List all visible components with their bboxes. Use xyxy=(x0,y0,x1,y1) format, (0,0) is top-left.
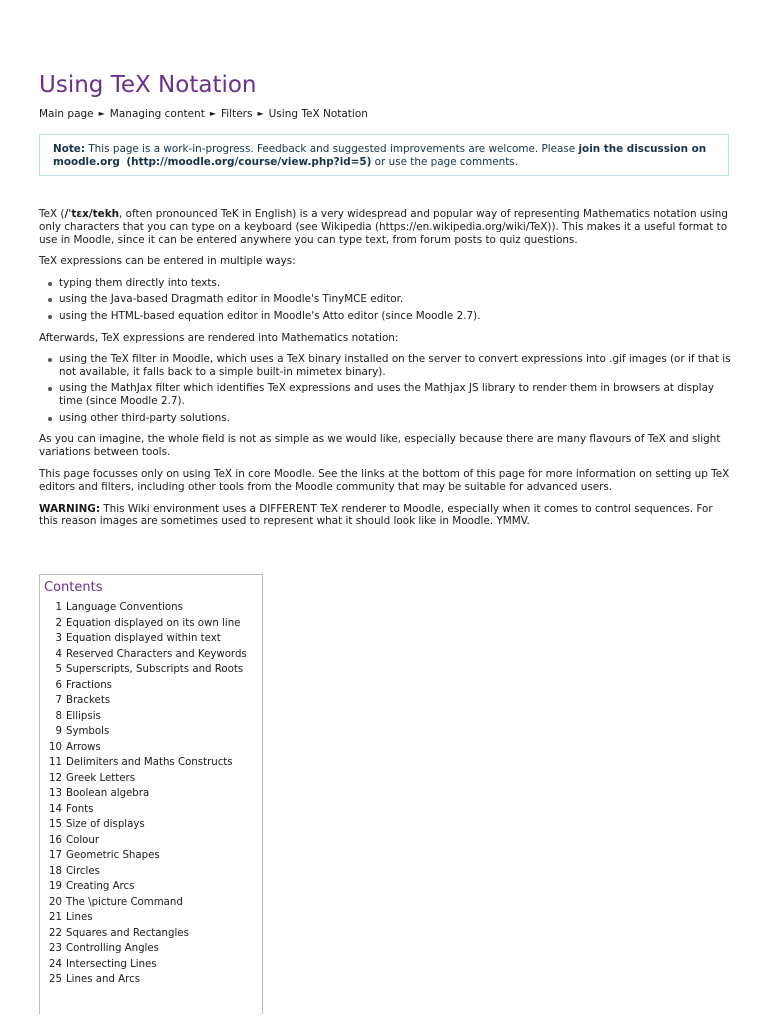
toc-item-label[interactable]: Greek Letters xyxy=(66,772,136,784)
toc-item[interactable] xyxy=(43,957,262,973)
toc-item-label[interactable]: Intersecting Lines xyxy=(66,958,157,970)
toc-item[interactable] xyxy=(43,848,262,864)
toc-item[interactable] xyxy=(43,662,262,678)
toc-item-number: 19 xyxy=(49,881,62,892)
breadcrumb-current-page: Using TeX Notation xyxy=(268,108,368,120)
breadcrumb-filters[interactable]: Filters xyxy=(220,108,253,120)
list-item: using the MathJax filter which identifies TeX expressions and uses the Mathjax JS library to render them in browsers at display time (since Moodle 2.7). xyxy=(59,382,731,408)
ways-list xyxy=(39,277,731,322)
toc-item-label[interactable]: Equation displayed on its own line xyxy=(66,617,241,629)
toc-item-number: 14 xyxy=(49,803,62,815)
toc-item-number: 22 xyxy=(49,927,62,939)
breadcrumb-managing-content[interactable]: Managing content xyxy=(109,108,205,120)
breadcrumb-separator: ► xyxy=(209,109,216,118)
toc-item-number: 16 xyxy=(49,834,62,846)
toc-item-label[interactable]: Controlling Angles xyxy=(66,943,159,954)
note-box xyxy=(39,134,729,176)
toc-title: Contents xyxy=(44,580,103,595)
breadcrumb xyxy=(39,108,368,120)
toc-item[interactable] xyxy=(43,755,262,771)
toc-item[interactable] xyxy=(43,709,262,725)
toc-item-number: 4 xyxy=(55,648,62,660)
toc-item[interactable] xyxy=(43,724,262,740)
toc-item-number: 9 xyxy=(55,726,62,737)
toc-item-label[interactable]: Size of displays xyxy=(66,819,145,830)
toc-item-number: 12 xyxy=(49,772,62,784)
toc-item-number: 17 xyxy=(49,850,62,861)
toc-item-number: 3 xyxy=(55,633,62,644)
note-label: Note: xyxy=(53,143,86,155)
toc-item[interactable] xyxy=(43,895,262,911)
table-of-contents xyxy=(39,574,263,1014)
toc-item-label[interactable]: Reserved Characters and Keywords xyxy=(66,648,247,660)
breadcrumb-separator: ► xyxy=(98,109,105,118)
toc-item[interactable] xyxy=(43,678,262,694)
note-url-link[interactable]: (http://moodle.org/course/view.php?id=5) xyxy=(126,156,372,168)
toc-item-label[interactable]: Boolean algebra xyxy=(66,788,150,799)
toc-item-number: 2 xyxy=(55,617,62,629)
focus-paragraph: This page focusses only on using TeX in core Moodle. See the links at the bottom of this page for more information on setting up TeX editors and filters, including other tools from the Moodle community that may be suitable for advanced users. xyxy=(39,467,730,493)
toc-item-number: 7 xyxy=(55,695,62,706)
toc-item[interactable] xyxy=(43,972,262,988)
list-item: using the TeX filter in Moodle, which uses a TeX binary installed on the server to convert expressions into .gif images (or if that is not available, it falls back to a simple built-in mimetex binary). xyxy=(59,353,731,379)
toc-item-number: 21 xyxy=(49,912,62,923)
toc-item-number: 8 xyxy=(55,710,62,722)
toc-item-number: 6 xyxy=(55,679,62,691)
toc-item-label[interactable]: Colour xyxy=(66,834,100,846)
toc-item-label[interactable]: Lines and Arcs xyxy=(66,974,141,985)
intro-paragraph xyxy=(39,208,731,246)
toc-item-number: 13 xyxy=(49,788,62,799)
toc-item-number: 1 xyxy=(55,602,62,613)
toc-item-label[interactable]: Creating Arcs xyxy=(66,881,135,892)
article-body xyxy=(39,208,731,537)
toc-item-number: 11 xyxy=(49,757,62,768)
toc-item-label[interactable]: The \picture Command xyxy=(66,896,183,908)
intro-lead: TeX ( xyxy=(39,208,65,220)
toc-item[interactable] xyxy=(43,631,262,647)
toc-item[interactable] xyxy=(43,817,262,833)
intro-pronunciation: /ˈtɛx/tekh xyxy=(64,208,119,220)
list-item: using the Java-based Dragmath editor in Moodle's TinyMCE editor. xyxy=(59,293,731,306)
toc-item[interactable] xyxy=(43,833,262,849)
breadcrumb-main-page[interactable]: Main page xyxy=(39,108,94,120)
toc-item-label[interactable]: Geometric Shapes xyxy=(66,850,160,861)
note-tail: or use the page comments. xyxy=(371,156,518,168)
toc-item-number: 18 xyxy=(49,865,62,877)
imagine-paragraph: As you can imagine, the whole field is not as simple as we would like, especially because there are many flavours of TeX and slight variations between tools. xyxy=(39,433,721,459)
breadcrumb-separator: ► xyxy=(257,109,264,118)
toc-item[interactable] xyxy=(43,740,262,756)
toc-item[interactable] xyxy=(43,864,262,880)
render-list xyxy=(39,353,731,424)
ways-intro: TeX expressions can be entered in multiple ways: xyxy=(39,255,296,268)
toc-item[interactable] xyxy=(43,786,262,802)
toc-item-label[interactable]: Fractions xyxy=(66,679,112,691)
toc-item-label[interactable]: Delimiters and Maths Constructs xyxy=(66,757,233,768)
list-item: using other third-party solutions. xyxy=(59,412,731,425)
note-discussion-link[interactable]: join the discussion on moodle.org xyxy=(53,143,707,168)
toc-item[interactable] xyxy=(43,802,262,818)
toc-item[interactable] xyxy=(43,941,262,957)
toc-item-number: 24 xyxy=(49,958,62,970)
note-text: This page is a work-in-progress. Feedback and suggested improvements are welcome. Please xyxy=(85,143,579,155)
warning-text: This Wiki environment uses a DIFFERENT TeX renderer to Moodle, especially when it comes to control sequences. For this reason images are sometimes used to represent what it should look like in Moodle. YMMV. xyxy=(39,502,713,528)
toc-item-label[interactable]: Superscripts, Subscripts and Roots xyxy=(66,664,244,675)
toc-item[interactable] xyxy=(43,910,262,926)
warning-label: WARNING: xyxy=(39,502,100,515)
toc-item-number: 25 xyxy=(49,974,62,985)
toc-item-number: 20 xyxy=(49,896,62,908)
warning-paragraph xyxy=(39,503,731,529)
toc-item-label[interactable]: Language Conventions xyxy=(66,602,183,613)
toc-item-label[interactable]: Brackets xyxy=(66,695,111,706)
toc-item[interactable] xyxy=(43,693,262,709)
list-item: using the HTML-based equation editor in Moodle's Atto editor (since Moodle 2.7). xyxy=(59,310,731,323)
toc-item[interactable] xyxy=(43,926,262,942)
toc-item-label[interactable]: Lines xyxy=(66,912,93,923)
toc-item-label[interactable]: Arrows xyxy=(66,741,101,753)
toc-item-number: 23 xyxy=(49,943,62,954)
toc-item-number: 10 xyxy=(49,741,62,753)
toc-item-number: 5 xyxy=(55,664,62,675)
toc-item-label[interactable]: Symbols xyxy=(66,726,110,737)
page-title: Using TeX Notation xyxy=(39,72,257,98)
toc-item-number: 15 xyxy=(49,819,62,830)
toc-item[interactable] xyxy=(43,616,262,632)
list-item: typing them directly into texts. xyxy=(59,277,731,290)
toc-item[interactable] xyxy=(43,647,262,663)
toc-item-label[interactable]: Circles xyxy=(66,865,100,877)
toc-item[interactable] xyxy=(43,879,262,895)
toc-item-label[interactable]: Ellipsis xyxy=(66,710,101,722)
toc-list xyxy=(43,600,262,988)
toc-item-label[interactable]: Squares and Rectangles xyxy=(66,927,189,939)
toc-item[interactable] xyxy=(43,600,262,616)
toc-item-label[interactable]: Fonts xyxy=(66,803,94,815)
render-intro: Afterwards, TeX expressions are rendered into Mathematics notation: xyxy=(39,331,399,344)
toc-item[interactable] xyxy=(43,771,262,787)
toc-item-label[interactable]: Equation displayed within text xyxy=(66,633,221,644)
intro-rest: , often pronounced TeK in English) is a very widespread and popular way of representing Mathematics notation using only characters that you can type on a keyboard (see Wikipedia (https://en.wikipedia.org/wiki/TeX)). This makes it a useful format to use in Moodle, since it can be entered anywhere you can type text, from forum posts to quiz questions. xyxy=(39,208,728,246)
